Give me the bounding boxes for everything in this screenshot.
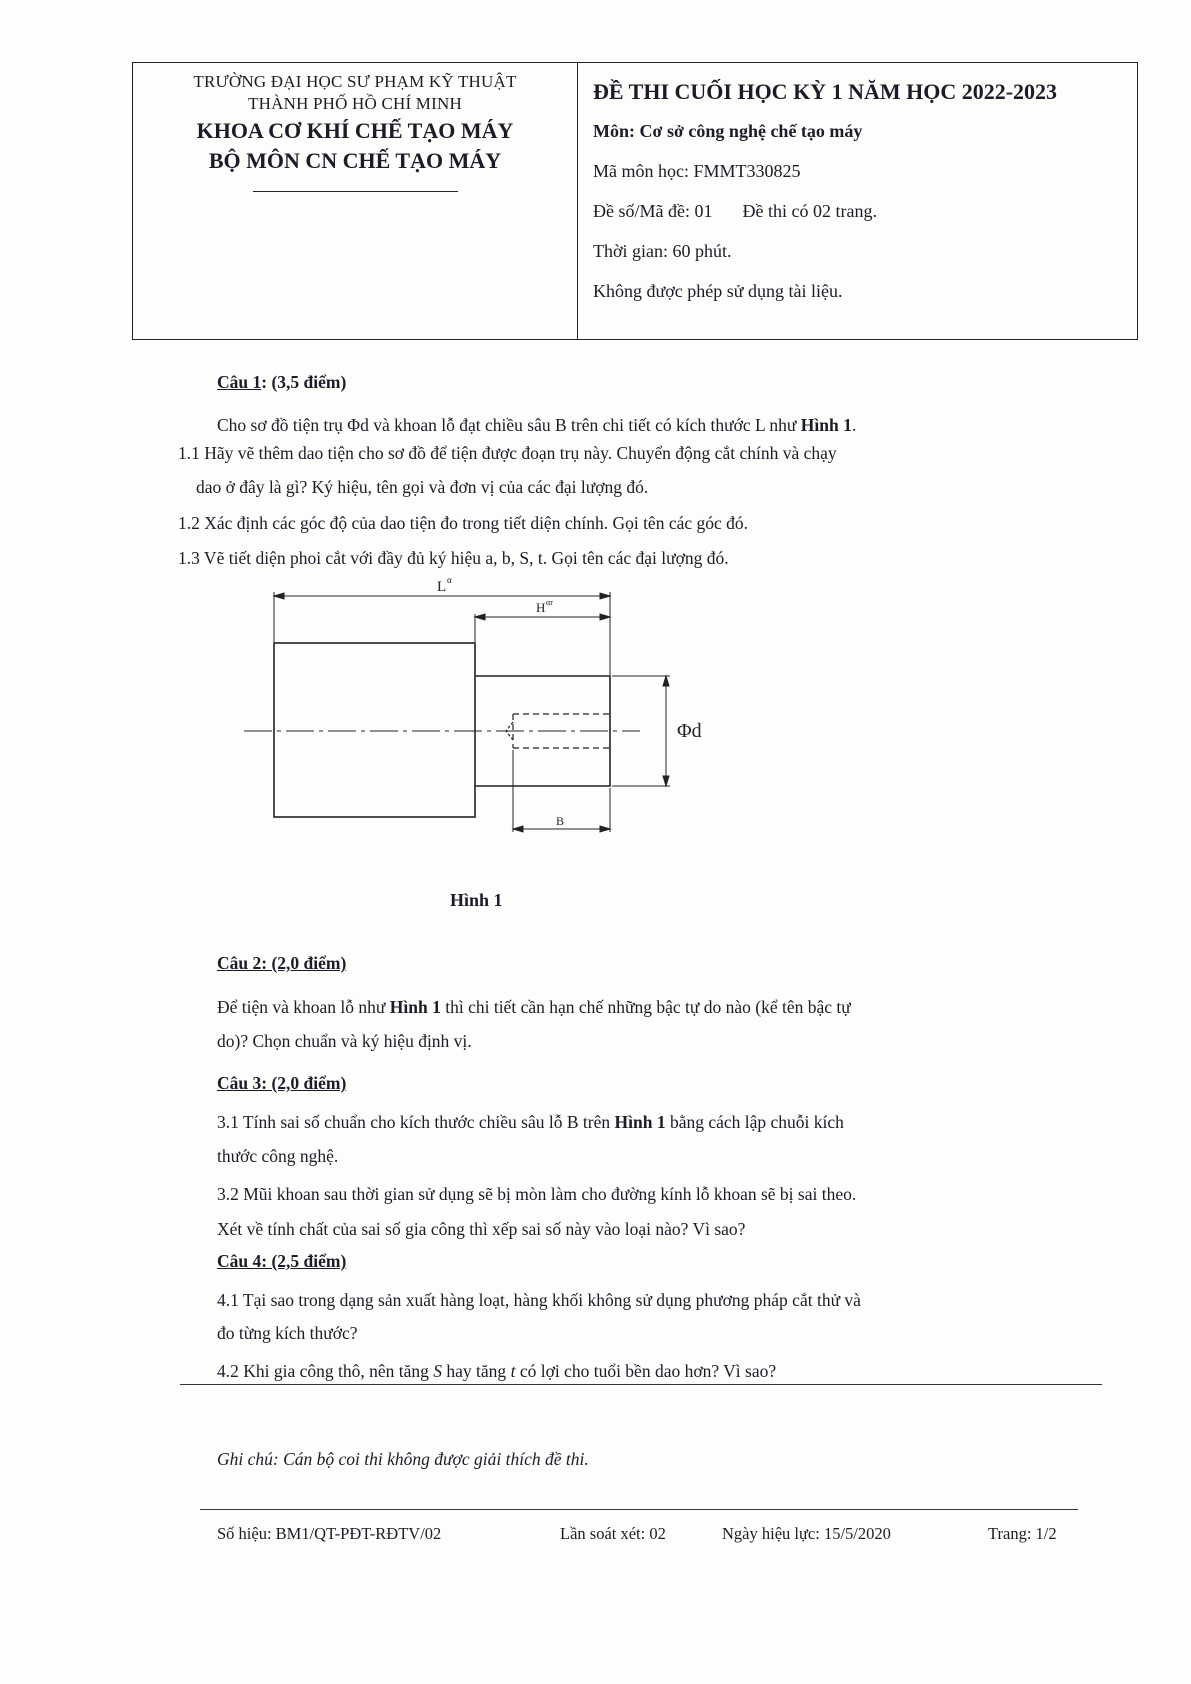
q1-item1-line2: dao ở đây là gì? Ký hiệu, tên gọi và đơn vị của các đại lượng đó.: [196, 477, 649, 497]
figure-1-drawing: [240, 570, 760, 875]
dim-label-L: L: [437, 579, 447, 595]
exam-info-block: [593, 77, 1133, 319]
dim-tol-H: αr: [546, 598, 553, 607]
q4-item1-line2: đo từng kích thước?: [217, 1323, 358, 1343]
q2-text-line1: Để tiện và khoan lỗ như Hình 1 thì chi tiết cần hạn chế những bậc tự do nào (kể tên bậc tự: [217, 997, 851, 1017]
q4-heading: Câu 4: (2,5 điểm): [217, 1251, 347, 1271]
faculty-name: KHOA CƠ KHÍ CHẾ TẠO MÁY: [196, 118, 514, 143]
q1-intro: Cho sơ đồ tiện trụ Φd và khoan lỗ đạt chiều sâu B trên chi tiết có kích thước L như Hình 1.: [217, 415, 857, 435]
footer-revision: Lần soát xét: 02: [560, 1524, 666, 1543]
large-cylinder-outline: [274, 643, 475, 817]
exam-duration: Thời gian: 60 phút.: [593, 241, 732, 261]
subject: Môn: Cơ sở công nghệ chế tạo máy: [593, 121, 863, 141]
q2-text-line2: do)? Chọn chuẩn và ký hiệu định vị.: [217, 1031, 472, 1051]
header-rule: [253, 191, 458, 192]
institution-block: [133, 71, 577, 192]
university-name-line2: THÀNH PHỐ HỒ CHÍ MINH: [248, 94, 462, 113]
note-separator: [180, 1384, 1102, 1385]
dim-label-d: Φd: [677, 720, 702, 742]
exam-title: ĐỀ THI CUỐI HỌC KỲ 1 NĂM HỌC 2022-2023: [593, 79, 1058, 104]
exam-code: Đề số/Mã đề: 01: [593, 201, 713, 221]
q4-item1-line1: 4.1 Tại sao trong dạng sản xuất hàng loạt, hàng khối không sử dụng phương pháp cắt thử và: [217, 1290, 861, 1310]
course-code: Mã môn học: FMMT330825: [593, 161, 801, 181]
q3-item1-line2: thước công nghệ.: [217, 1146, 339, 1166]
footer-doc-code: Số hiệu: BM1/QT-PĐT-RĐTV/02: [217, 1524, 442, 1543]
q1-item1-line1: 1.1 Hãy vẽ thêm dao tiện cho sơ đồ để tiện được đoạn trụ này. Chuyển động cắt chính và chạy: [178, 443, 837, 463]
dim-tol-L: α: [447, 575, 452, 585]
q3-item1-line1: 3.1 Tính sai số chuẩn cho kích thước chiều sâu lỗ B trên Hình 1 bằng cách lập chuỗi kích: [217, 1112, 844, 1132]
invigilator-note: Ghi chú: Cán bộ coi thi không được giải thích đề thi.: [217, 1449, 589, 1469]
header-divider: [577, 63, 578, 339]
university-name-line1: TRƯỜNG ĐẠI HỌC SƯ PHẠM KỸ THUẬT: [193, 72, 517, 91]
q1-item3: 1.3 Vẽ tiết diện phoi cắt với đầy đủ ký hiệu a, b, S, t. Gọi tên các đại lượng đó.: [178, 548, 729, 568]
q2-heading: Câu 2: (2,0 điểm): [217, 953, 347, 973]
q3-item2-line2: Xét về tính chất của sai số gia công thì xếp sai số này vào loại nào? Vì sao?: [217, 1219, 746, 1239]
exam-header: [132, 62, 1138, 340]
dim-label-H: H: [536, 600, 546, 615]
q3-heading: Câu 3: (2,0 điểm): [217, 1073, 347, 1093]
page-count-note: Đề thi có 02 trang.: [742, 201, 877, 221]
q3-item2-line1: 3.2 Mũi khoan sau thời gian sử dụng sẽ bị mòn làm cho đường kính lỗ khoan sẽ bị sai theo.: [217, 1184, 857, 1204]
materials-note: Không được phép sử dụng tài liệu.: [593, 281, 843, 301]
exam-code-line: [593, 199, 1133, 223]
q4-item2: 4.2 Khi gia công thô, nên tăng S hay tăng t có lợi cho tuổi bền dao hơn? Vì sao?: [217, 1361, 777, 1381]
department-name: BỘ MÔN CN CHẾ TẠO MÁY: [208, 148, 502, 173]
footer-effective-date: Ngày hiệu lực: 15/5/2020: [722, 1524, 891, 1543]
footer-page-number: Trang: 1/2: [988, 1524, 1057, 1543]
footer-separator: [200, 1509, 1078, 1510]
q1-heading: Câu 1: (3,5 điểm): [217, 372, 347, 392]
figure-caption: Hình 1: [450, 890, 503, 910]
q1-item2: 1.2 Xác định các góc độ của dao tiện đo trong tiết diện chính. Gọi tên các góc đó.: [178, 513, 749, 533]
dim-label-B: B: [556, 814, 565, 828]
